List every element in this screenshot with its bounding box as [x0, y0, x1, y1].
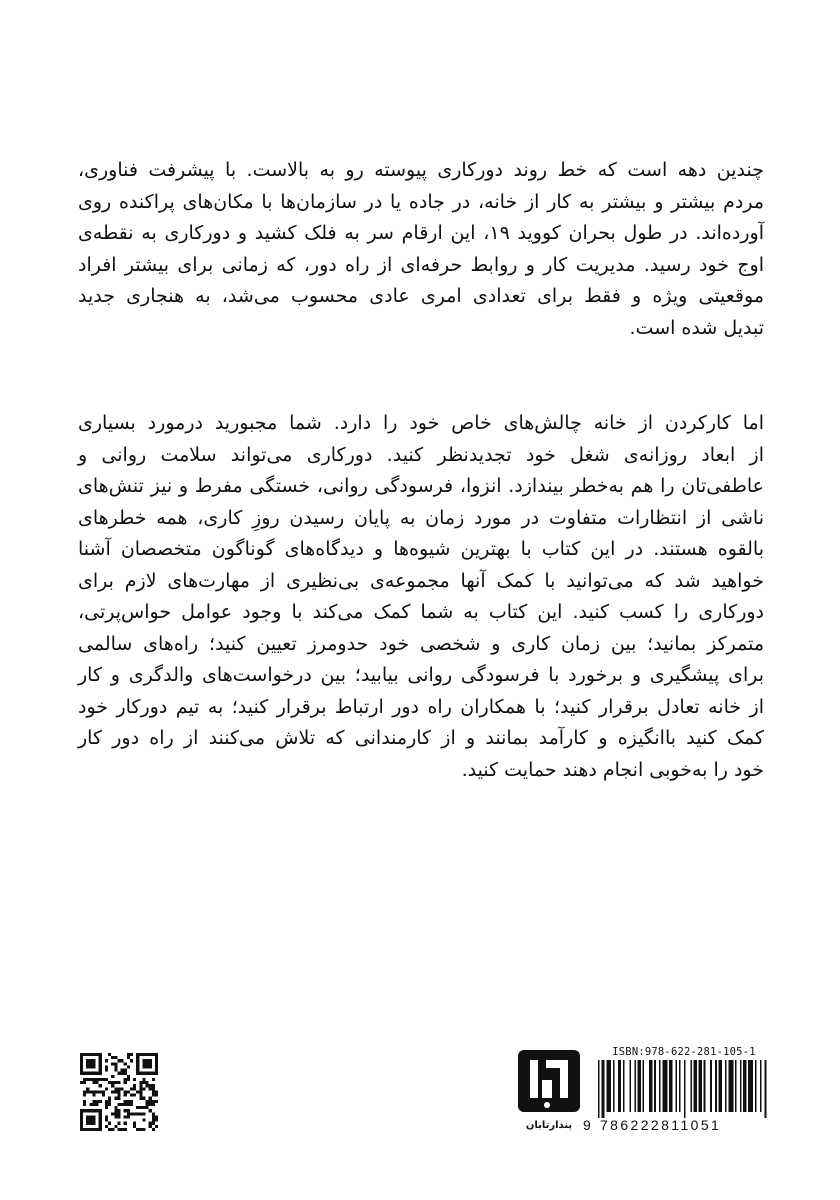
- qr-code: [80, 1053, 158, 1131]
- barcode-first-digit: 9: [583, 1117, 591, 1133]
- text-line: اما کارکردن از خانه چالش‌های خاص خود را دارد. شما مجبورید درمورد بسیاری: [78, 412, 764, 434]
- description-paragraph-1: [78, 155, 764, 344]
- text-line: تبدیل شده است.: [629, 316, 764, 339]
- text-line: از خانه تعادل برقرار کنید؛ با همکاران راه دور ارتباط برقرار کنید؛ به تیم دورکار خود: [78, 695, 764, 718]
- text-line: اوج خود رسید. مدیریت کار و روابط حرفه‌ای از راه دور، که زمانی برای بیشتر افراد: [78, 253, 764, 276]
- text-line: از ابعاد روزانه‌ی شغل خود تجدیدنظر کنید. دورکاری می‌تواند سلامت روانی و: [78, 443, 764, 466]
- text-line: ناشی از انتظارات متفاوت در مورد زمان به پایان رسیدن روزِ کاری، همه خطرهای: [78, 506, 764, 529]
- text-line: بالقوه هستند. در این کتاب با بهترین شیوه‌ها و دیدگاه‌های گوناگون متخصصان آشنا: [78, 538, 764, 560]
- text-line: خواهید شد که می‌توانید با کمک آنها مجموعه‌ی بی‌نظیری از مهارت‌های لازم برای: [78, 569, 764, 592]
- text-line: کمک کنید باانگیزه و کارآمد بمانند و از کارمندانی که تلاش می‌کنند از راه دور کار: [78, 727, 764, 749]
- text-line: متمرکز بمانید؛ بین زمان کاری و شخصی خود حدومرز تعیین کنید؛ راه‌های سالمی: [78, 632, 764, 655]
- text-line: چندین دهه است که خط روند دورکاری پیوسته رو به بالاست. با پیشرفت فناوری،: [78, 159, 764, 181]
- text-line: آورده‌اند. در طول بحران کووید ۱۹، این ارقام سر به فلک کشید و دورکاری به نقطه‌ی: [78, 222, 764, 244]
- text-line: مردم بیشتر و بیشتر به کار از خانه، در جاده یا در سازمان‌ها با مکان‌های پراکنده روی: [78, 190, 764, 213]
- barcode-digits: 786222811051: [600, 1117, 722, 1133]
- isbn-label: ISBN:978-622-281-105-1: [612, 1046, 756, 1058]
- text-line: دورکاری را کسب کنید. این کتاب به شما کمک می‌کند با وجود عوامل حواس‌پرتی،: [78, 601, 764, 623]
- text-line: خود را به‌خوبی انجام دهند حمایت کنید.: [461, 758, 764, 781]
- text-line: موقعیتی ویژه و فقط برای تعدادی امری عادی محسوب می‌شد، به هنجاری جدید: [78, 285, 764, 307]
- description-paragraph-2: [78, 408, 764, 786]
- text-line: برای پیشگیری و برخورد با فرسودگی روانی بیابید؛ بین درخواست‌های والدگری و کار: [78, 664, 764, 686]
- publisher-name: پندارتابان: [525, 1120, 573, 1131]
- text-line: عاطفی‌تان را هم به‌خطر بیندازد. انزوا، فرسودگی روانی، خستگی مفرط و نیز تنش‌های: [78, 475, 764, 497]
- publisher-logo: [516, 1050, 582, 1132]
- barcode: [598, 1060, 768, 1118]
